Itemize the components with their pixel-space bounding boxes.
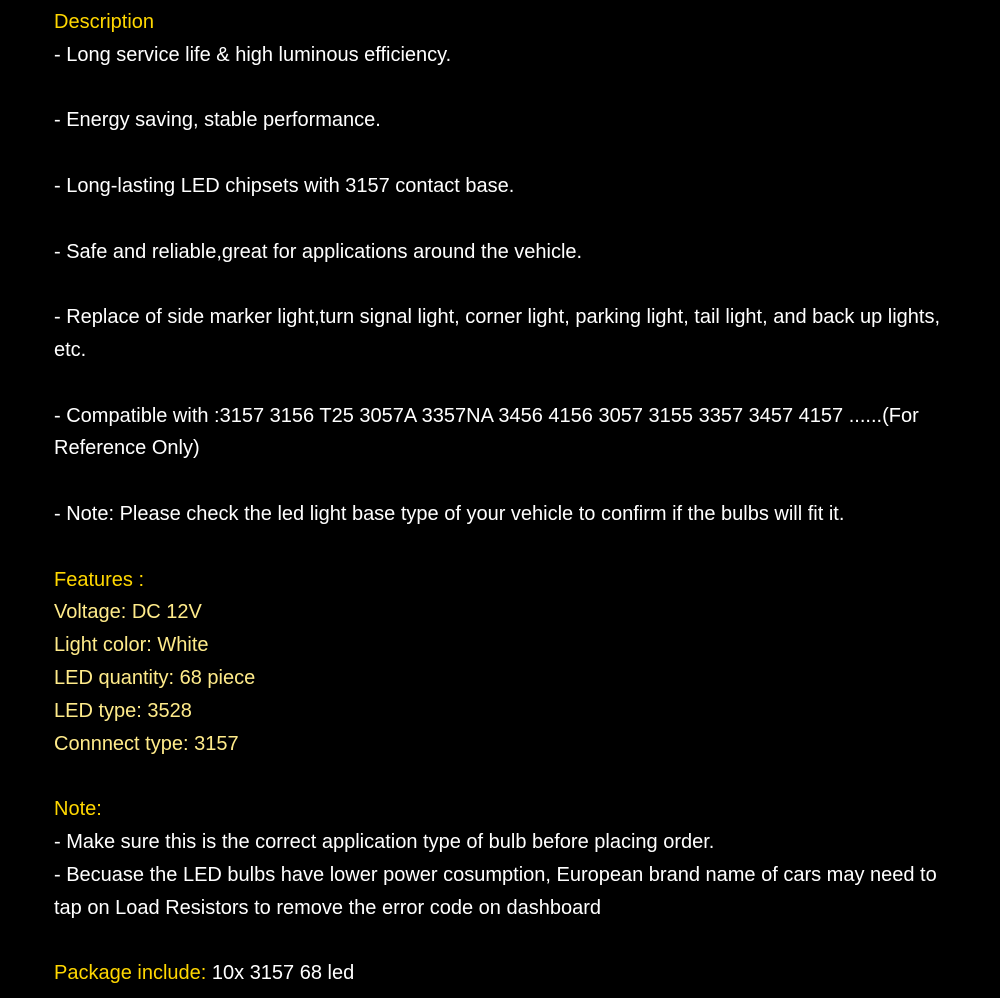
spacer bbox=[54, 465, 954, 498]
spacer bbox=[54, 924, 954, 957]
description-item: - Compatible with :3157 3156 T25 3057A 3357NA 3456 4156 3057 3155 3357 3457 4157 ......(For Reference Only) bbox=[54, 404, 925, 460]
description-heading: Description bbox=[54, 11, 155, 33]
features-heading: Features : bbox=[54, 568, 145, 591]
product-description-document bbox=[54, 6, 954, 990]
feature-led-quantity: LED quantity: 68 piece bbox=[54, 666, 256, 689]
spacer bbox=[54, 203, 954, 236]
spacer bbox=[54, 760, 954, 793]
note-item: - Make sure this is the correct application type of bulb before placing order. bbox=[54, 830, 715, 853]
feature-led-type: LED type: 3528 bbox=[54, 699, 192, 722]
note-heading: Note: bbox=[54, 798, 102, 821]
description-item: - Long-lasting LED chipsets with 3157 contact base. bbox=[54, 174, 515, 197]
note-item: - Becuase the LED bulbs have lower power cosumption, European brand name of cars may need to tap on Load Resistors to remove the error code on dashboard bbox=[54, 863, 943, 919]
spacer bbox=[54, 72, 954, 105]
feature-light-color: Light color: White bbox=[54, 634, 209, 657]
package-include bbox=[54, 957, 954, 990]
feature-voltage: Voltage: DC 12V bbox=[54, 601, 202, 624]
spacer bbox=[54, 137, 954, 170]
spacer bbox=[54, 367, 954, 400]
description-item: - Replace of side marker light,turn signal light, corner light, parking light, tail light, and back up lights, etc. bbox=[54, 306, 946, 361]
feature-connect-type: Connnect type: 3157 bbox=[54, 732, 239, 755]
description-item: - Safe and reliable,great for applications around the vehicle. bbox=[54, 240, 583, 263]
description-item: - Energy saving, stable performance. bbox=[54, 109, 381, 132]
spacer bbox=[54, 268, 954, 301]
package-value: 10x 3157 68 led bbox=[206, 962, 355, 985]
description-item: - Note: Please check the led light base type of your vehicle to confirm if the bulbs will fit it. bbox=[54, 502, 845, 525]
description-item: - Long service life & high luminous efficiency. bbox=[54, 43, 452, 66]
spacer bbox=[54, 531, 954, 564]
package-label: Package include: bbox=[54, 962, 207, 985]
